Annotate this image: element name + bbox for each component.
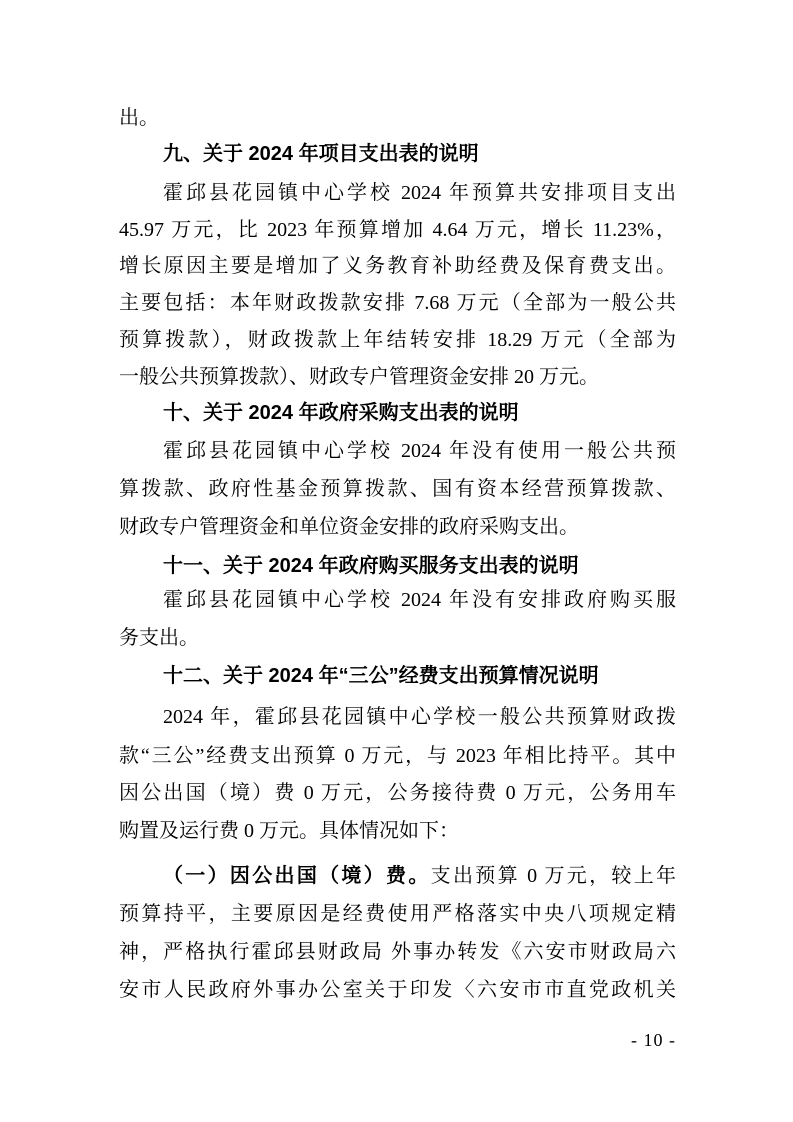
- paragraph-line: 霍邱县花园镇中心学校 2024 年没有安排政府购买服: [163, 589, 676, 611]
- page-number: - 10 -: [631, 1030, 676, 1050]
- paragraph-line: 增长原因主要是增加了义务教育补助经费及保育费支出。: [119, 255, 676, 277]
- paragraph-line: 霍邱县花园镇中心学校 2024 年预算共安排项目支出: [163, 182, 676, 204]
- paragraph-line: 预算持平，主要原因是经费使用严格落实中央八项规定精: [119, 903, 676, 925]
- paragraph-line: 出。: [119, 107, 159, 129]
- paragraph-line: 购置及运行费 0 万元。具体情况如下：: [119, 820, 459, 842]
- paragraph-line: 安市人民政府外事办公室关于印发〈六安市市直党政机关: [119, 979, 676, 1001]
- paragraph-line: [119, 859, 676, 893]
- paragraph-line: 一般公共预算拨款）、财政专户管理资金安排 20 万元。: [119, 366, 599, 388]
- section-heading: 十二、关于 2024 年“三公”经费支出预算情况说明: [163, 665, 599, 687]
- section-heading: 九、关于 2024 年项目支出表的说明: [163, 143, 479, 165]
- section-heading: 十、关于 2024 年政府采购支出表的说明: [163, 402, 519, 424]
- section-heading: 十一、关于 2024 年政府购买服务支出表的说明: [163, 555, 579, 577]
- paragraph-line: 霍邱县花园镇中心学校 2024 年没有使用一般公共预: [163, 440, 676, 462]
- paragraph-line: 务支出。: [119, 627, 199, 649]
- paragraph-line: 因公出国（境）费 0 万元，公务接待费 0 万元，公务用车: [119, 782, 676, 804]
- paragraph-line: 预算拨款），财政拨款上年结转安排 18.29 万元（全部为: [119, 329, 676, 351]
- paragraph-line: 神，严格执行霍邱县财政局 外事办转发《六安市财政局六: [119, 941, 676, 963]
- line-text: 支出预算 0 万元，较上年: [430, 865, 676, 887]
- paragraph-line: 45.97 万元，比 2023 年预算增加 4.64 万元，增长 11.23%，: [119, 219, 676, 241]
- paragraph-line: 2024 年，霍邱县花园镇中心学校一般公共预算财政拨: [163, 706, 676, 728]
- inline-bold-lead: （一）因公出国（境）费。: [163, 865, 431, 887]
- paragraph-line: 主要包括：本年财政拨款安排 7.68 万元（全部为一般公共: [119, 292, 676, 314]
- paragraph-line: 财政专户管理资金和单位资金安排的政府采购支出。: [119, 516, 579, 538]
- paragraph-line: 款“三公”经费支出预算 0 万元，与 2023 年相比持平。其中: [119, 745, 676, 767]
- paragraph-line: 算拨款、政府性基金预算拨款、国有资本经营预算拨款、: [119, 478, 676, 500]
